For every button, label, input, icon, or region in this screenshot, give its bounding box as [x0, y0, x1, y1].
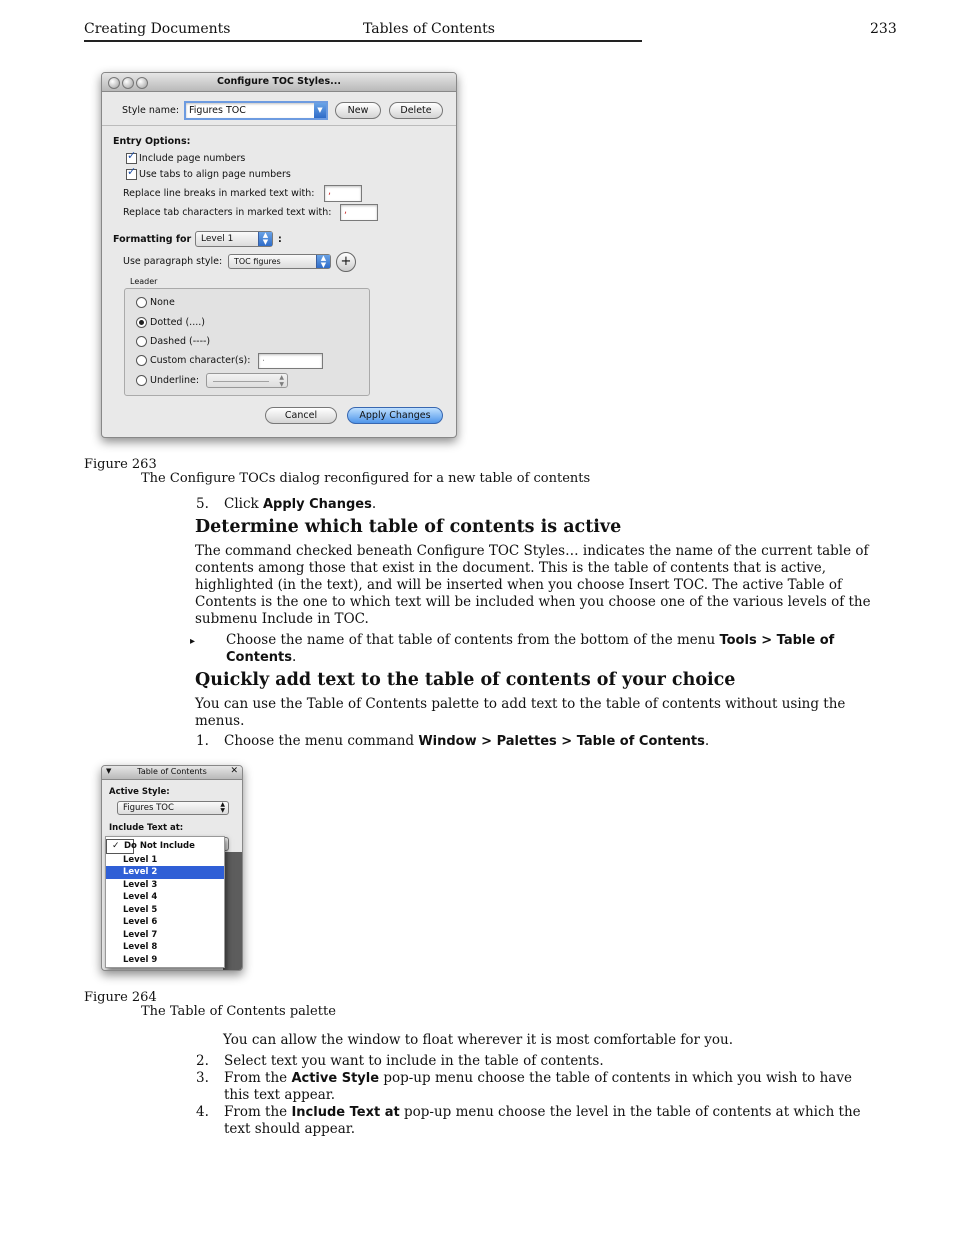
- figure-264-caption: The Table of Contents palette: [141, 1004, 336, 1019]
- palette-backdrop: [223, 852, 242, 970]
- popup-arrows-icon: ▲ ▼: [279, 374, 284, 388]
- entry-options-label: Entry Options:: [113, 136, 191, 147]
- menu-item[interactable]: Level 7: [123, 929, 158, 940]
- bullet-text: Choose the name of that table of contents from the bottom of the menu: [226, 632, 720, 648]
- step-4-bold: Include Text at: [291, 1105, 400, 1120]
- step-1: [224, 733, 709, 750]
- paragraph-style-value: TOC figures: [234, 257, 281, 266]
- dialog-titlebar: [102, 73, 456, 92]
- header-rule: [84, 40, 642, 42]
- step-5: [224, 496, 376, 513]
- underline-style-popup[interactable]: [206, 373, 288, 388]
- step-4-tail: pop-up menu choose the level in the table of contents at which the text should appear.: [224, 1104, 861, 1137]
- paragraph-style-label: Use paragraph style:: [123, 256, 223, 267]
- bullet-tail: .: [291, 649, 297, 665]
- active-style-label: Active Style:: [109, 787, 170, 797]
- popup-arrows-icon: ▲ ▼: [220, 801, 225, 814]
- leader-group: [124, 288, 370, 396]
- formatting-for-label: Formatting for: [113, 234, 192, 245]
- use-tabs-checkbox[interactable]: [126, 169, 137, 180]
- step-3-bold: Active Style: [291, 1071, 380, 1086]
- section-1-heading: Determine which table of contents is active: [195, 517, 622, 537]
- step-5-bold: Apply Changes: [263, 497, 372, 512]
- figure-263-caption: The Configure TOCs dialog reconfigured for a new table of contents: [141, 471, 591, 486]
- float-text: You can allow the window to float wherever it is most comfortable for you.: [223, 1032, 734, 1048]
- section-2-body: You can use the Table of Contents palette to add text to the table of contents without using the menus.: [195, 696, 846, 729]
- configure-toc-dialog: [101, 72, 457, 438]
- style-name-label: Style name:: [122, 105, 180, 116]
- replace-tab-chars-label: Replace tab characters in marked text with:: [123, 207, 332, 218]
- menu-item[interactable]: Level 5: [123, 904, 158, 915]
- menu-item[interactable]: ✓ Do Not Include: [106, 839, 134, 854]
- step-1-bold: Window > Palettes > Table of Contents: [418, 734, 705, 749]
- replace-line-breaks-input[interactable]: [324, 185, 362, 202]
- divider: [102, 125, 456, 126]
- leader-custom-value: .: [262, 353, 266, 364]
- palette-title: Table of Contents: [137, 767, 207, 776]
- step-5-text: Click: [224, 496, 263, 512]
- menu-item[interactable]: Level 9: [123, 954, 158, 965]
- include-text-menu: [105, 836, 225, 968]
- header-center: Tables of Contents: [363, 21, 495, 37]
- style-name-field[interactable]: [184, 101, 328, 120]
- cancel-button[interactable]: Cancel: [265, 407, 337, 424]
- section-1-body: The command checked beneath Configure TOC Styles… indicates the name of the current table of contents among those that exist in the document. This is the table of contents that is active, highlighted (in the text), and will be inserted when you choose Insert TOC. The active Table of Contents is the one to which text will be included when you choose one of the various levels of the submenu Include in TOC.: [195, 543, 871, 627]
- leader-dashed-radio[interactable]: [136, 336, 147, 347]
- popup-arrows-icon: ▲ ▼: [316, 255, 330, 268]
- leader-custom-input[interactable]: [258, 353, 323, 369]
- step-3-tail: pop-up menu choose the table of contents in which you wish to have this text appear.: [224, 1070, 852, 1103]
- formatting-for-value: Level 1: [201, 234, 234, 244]
- include-text-label: Include Text at:: [109, 823, 184, 833]
- menu-item[interactable]: Level 6: [123, 917, 158, 927]
- active-style-value: Figures TOC: [123, 803, 174, 813]
- section-1-bullet: [226, 632, 872, 666]
- underline-sample: [213, 381, 269, 382]
- step-1-text: Choose the menu command: [224, 733, 419, 749]
- menu-item[interactable]: Level 1: [123, 854, 158, 865]
- apply-changes-button[interactable]: Apply Changes: [347, 407, 443, 424]
- formatting-colon: :: [278, 234, 282, 245]
- new-button[interactable]: New: [335, 102, 381, 119]
- palette-titlebar: [102, 766, 242, 780]
- section-2-heading: Quickly add text to the table of contents of your choice: [195, 670, 736, 690]
- style-name-value: Figures TOC: [189, 105, 246, 116]
- leader-custom-label: Custom character(s):: [150, 355, 251, 366]
- step-4-text: From the: [224, 1104, 292, 1120]
- leader-none-radio[interactable]: [136, 297, 147, 308]
- replace-tab-chars-value: ,: [344, 205, 348, 216]
- add-style-icon[interactable]: +: [336, 252, 356, 272]
- step-5-tail: .: [371, 496, 377, 512]
- dialog-title: Configure TOC Styles...: [217, 76, 341, 87]
- step-3-text: From the: [224, 1070, 292, 1086]
- step-4: [224, 1104, 872, 1138]
- bullet-icon: ▸: [190, 636, 196, 647]
- leader-none-label: None: [150, 297, 175, 308]
- step-4-number: 4.: [196, 1104, 209, 1120]
- replace-line-breaks-value: ,: [328, 186, 332, 197]
- close-icon[interactable]: ✕: [230, 766, 238, 776]
- use-tabs-label: Use tabs to align page numbers: [139, 169, 291, 180]
- chevron-down-icon[interactable]: ▼: [314, 103, 326, 118]
- step-5-number: 5.: [196, 496, 209, 512]
- popup-arrows-icon: ▲ ▼: [258, 232, 272, 246]
- menu-item[interactable]: Level 4: [123, 892, 158, 902]
- step-1-tail: .: [704, 733, 710, 749]
- page-number: 233: [870, 21, 897, 37]
- header-left: Creating Documents: [84, 21, 231, 37]
- figure-264-label: Figure 264: [84, 990, 157, 1005]
- active-style-popup[interactable]: [117, 801, 229, 815]
- step-1-number: 1.: [196, 733, 209, 749]
- step-2-number: 2.: [196, 1053, 209, 1069]
- menu-item[interactable]: Level 2: [106, 866, 224, 879]
- toc-palette: [101, 765, 243, 971]
- include-page-numbers-label: Include page numbers: [139, 153, 246, 164]
- leader-label: Leader: [130, 277, 158, 286]
- replace-tab-chars-input[interactable]: [340, 204, 378, 221]
- leader-underline-radio[interactable]: [136, 375, 147, 386]
- bullet-bold: Tools > Table of Contents: [226, 633, 835, 665]
- leader-dotted-label: Dotted (....): [150, 317, 205, 328]
- menu-item[interactable]: Level 8: [123, 942, 158, 952]
- step-2: Select text you want to include in the table of contents.: [224, 1053, 604, 1069]
- step-3-number: 3.: [196, 1070, 209, 1086]
- replace-line-breaks-label: Replace line breaks in marked text with:: [123, 188, 315, 199]
- step-3: [224, 1070, 872, 1104]
- formatting-for-popup[interactable]: [195, 231, 273, 247]
- figure-263-label: Figure 263: [84, 457, 157, 472]
- delete-button[interactable]: Delete: [389, 102, 443, 119]
- leader-underline-label: Underline:: [150, 375, 200, 386]
- paragraph-style-popup[interactable]: [228, 254, 331, 269]
- menu-item[interactable]: Level 3: [123, 879, 158, 890]
- collapse-icon[interactable]: ▼: [106, 767, 112, 775]
- leader-custom-radio[interactable]: [136, 355, 147, 366]
- leader-dotted-radio[interactable]: [136, 317, 147, 328]
- include-page-numbers-checkbox[interactable]: [126, 153, 137, 164]
- leader-dashed-label: Dashed (----): [150, 336, 211, 347]
